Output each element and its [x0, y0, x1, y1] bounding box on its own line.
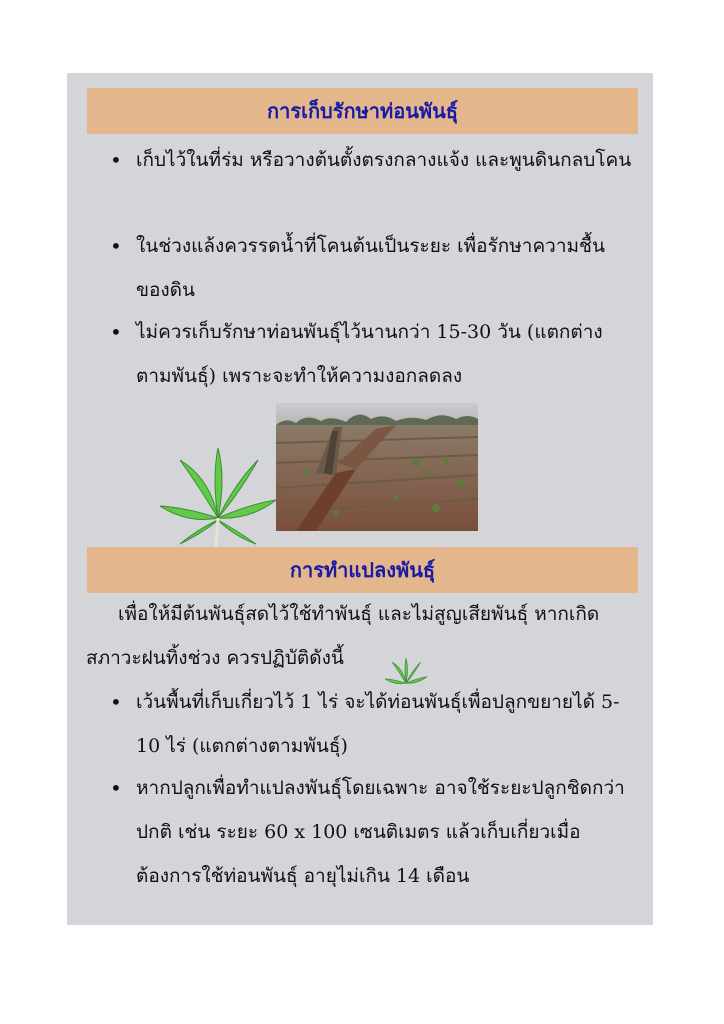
list-item [110, 680, 640, 768]
section-header-storage [87, 88, 638, 134]
cassava-leaf-icon [160, 448, 276, 548]
list-item [110, 224, 640, 312]
list-item [110, 766, 640, 898]
bullet-text: ในช่วงแล้งควรรดน้ำที่โคนต้นเป็นระยะ เพื่อรักษาความชื้นของดิน [136, 235, 605, 301]
bullet-text: เว้นพื้นที่เก็บเกี่ยวไว้ 1 ไร่ จะได้ท่อนพันธุ์เพื่อปลูกขยายได้ 5-10 ไร่ (แตกต่างตามพันธุ์) [136, 691, 620, 757]
section-title-storage: การเก็บรักษาท่อนพันธุ์ [267, 99, 458, 123]
list-item [110, 310, 640, 398]
section-header-nursery [87, 547, 638, 593]
bullet-icon: • [110, 234, 122, 258]
bullet-icon: • [110, 148, 122, 172]
bullet-icon: • [110, 776, 122, 800]
intro-paragraph: เพื่อให้มีต้นพันธุ์สดไว้ใช้ทำพันธุ์ และไม่สูญเสียพันธุ์ หากเกิดสภาวะฝนทิ้งช่วง ควรปฏิบัติดังนี้ [86, 603, 600, 669]
list-item [110, 138, 640, 226]
bullet-icon: • [110, 320, 122, 344]
bullet-text: เก็บไว้ในที่ร่ม หรือวางต้นตั้งตรงกลางแจ้ง และพูนดินกลบโคน [136, 149, 632, 171]
cassava-storage-photo [276, 403, 478, 531]
bullet-text: หากปลูกเพื่อทำแปลงพันธุ์โดยเฉพาะ อาจใช้ระยะปลูกชิดกว่าปกติ เช่น ระยะ 60 x 100 เซนติเมตร แล้วเก็บเกี่ยวเมื่อต้องการใช้ท่อนพันธุ์ อายุไม่เกิน 14 เดือน [136, 777, 625, 887]
bullet-text: ไม่ควรเก็บรักษาท่อนพันธุ์ไว้นานกว่า 15-30 วัน (แตกต่างตามพันธุ์) เพราะจะทำให้ความงอกลดลง [136, 321, 603, 387]
bullet-icon: • [110, 690, 122, 714]
section-title-nursery: การทำแปลงพันธุ์ [289, 558, 436, 582]
